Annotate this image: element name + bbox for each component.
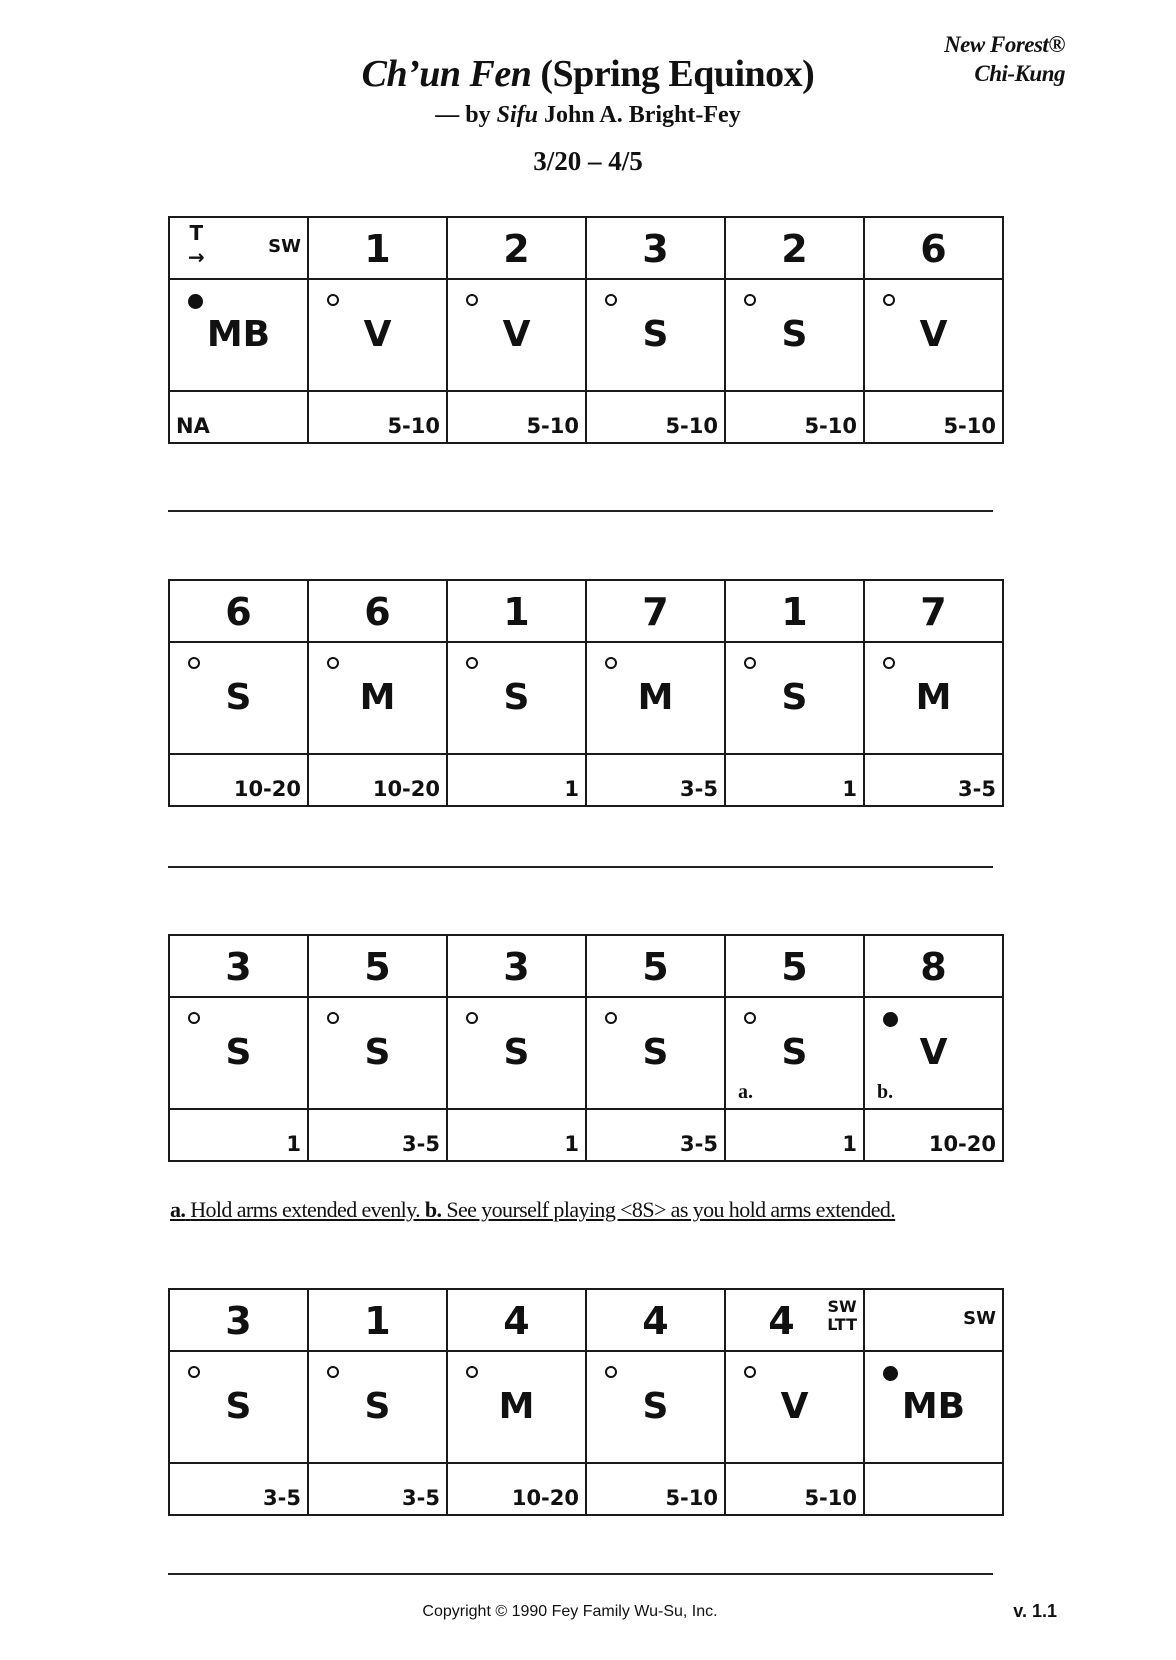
reps-cell — [169, 754, 308, 806]
posture-letter: MB — [901, 1386, 966, 1427]
date-range: 3/20 – 4/5 — [533, 146, 643, 176]
exercise-table — [168, 934, 1004, 1162]
count-cell — [725, 935, 864, 997]
count-number: 3 — [642, 227, 669, 271]
reps-value: 5-10 — [943, 414, 996, 438]
posture-cell — [725, 997, 864, 1109]
reps-value: 5-10 — [665, 1486, 718, 1510]
turn-arrow-icon: T → — [188, 221, 205, 269]
count-number: 5 — [364, 945, 391, 989]
posture-letter: M — [915, 677, 952, 718]
exercise-table — [168, 216, 1004, 444]
posture-cell — [308, 1351, 447, 1463]
reps-value: 5-10 — [665, 414, 718, 438]
reps-cell — [308, 391, 447, 443]
count-cell — [725, 217, 864, 279]
filled-circle-icon — [883, 1012, 898, 1027]
open-circle-icon — [883, 294, 895, 306]
count-number: 5 — [642, 945, 669, 989]
posture-letter: S — [364, 1386, 391, 1427]
posture-cell — [169, 642, 308, 754]
open-circle-icon — [327, 1012, 339, 1024]
reps-value: 1 — [564, 777, 579, 801]
count-number: 3 — [225, 945, 252, 989]
posture-letter: S — [781, 677, 808, 718]
posture-letter: V — [363, 314, 392, 355]
count-cell — [169, 1289, 308, 1351]
reps-cell — [308, 1463, 447, 1515]
posture-letter: S — [781, 314, 808, 355]
open-circle-icon — [605, 1012, 617, 1024]
posture-cell — [169, 997, 308, 1109]
posture-cell — [864, 997, 1003, 1109]
posture-letter: V — [919, 314, 948, 355]
count-cell — [308, 1289, 447, 1351]
posture-cell — [586, 279, 725, 391]
reps-value: 10-20 — [372, 777, 440, 801]
open-circle-icon — [466, 294, 478, 306]
count-cell — [447, 580, 586, 642]
note-b-label: b. — [424, 1197, 442, 1222]
posture-cell — [586, 997, 725, 1109]
sw-label: SW — [268, 236, 301, 257]
reps-cell — [447, 1109, 586, 1161]
filled-circle-icon — [188, 294, 203, 309]
reps-cell — [864, 754, 1003, 806]
open-circle-icon — [744, 294, 756, 306]
posture-letter: S — [503, 1032, 530, 1073]
count-cell — [586, 217, 725, 279]
count-cell — [308, 580, 447, 642]
note-a-text: Hold arms extended evenly. — [190, 1197, 421, 1222]
reps-cell — [447, 754, 586, 806]
sw-ltt-label — [827, 1298, 857, 1334]
sw-label: SW — [963, 1308, 996, 1329]
count-number: 5 — [781, 945, 808, 989]
open-circle-icon — [327, 294, 339, 306]
reps-cell — [725, 754, 864, 806]
count-cell — [447, 935, 586, 997]
posture-cell — [864, 1351, 1003, 1463]
count-cell — [586, 1289, 725, 1351]
reps-cell — [725, 391, 864, 443]
reps-value: 10-20 — [928, 1132, 996, 1156]
brand-line-1: New Forest® — [944, 32, 1065, 57]
open-circle-icon — [605, 1366, 617, 1378]
count-number: 6 — [225, 590, 252, 634]
count-number: 6 — [364, 590, 391, 634]
reps-cell — [586, 391, 725, 443]
count-cell — [864, 580, 1003, 642]
byline — [0, 102, 1176, 129]
posture-letter: S — [225, 677, 252, 718]
reps-cell — [864, 391, 1003, 443]
open-circle-icon — [466, 1012, 478, 1024]
posture-cell — [308, 642, 447, 754]
reps-value: 3-5 — [680, 1132, 718, 1156]
footnote — [170, 1197, 995, 1223]
reps-cell — [447, 391, 586, 443]
reps-cell — [308, 754, 447, 806]
count-number: 2 — [503, 227, 530, 271]
separator-line — [168, 1573, 993, 1575]
exercise-table — [168, 579, 1004, 807]
open-circle-icon — [744, 1012, 756, 1024]
ltt-label: LTT — [827, 1315, 857, 1334]
reps-cell — [586, 754, 725, 806]
count-cell — [308, 935, 447, 997]
posture-cell — [864, 642, 1003, 754]
reps-value: 10-20 — [233, 777, 301, 801]
separator-line — [168, 866, 993, 868]
posture-cell — [308, 279, 447, 391]
reps-value: 3-5 — [402, 1132, 440, 1156]
reps-cell — [586, 1109, 725, 1161]
reps-cell — [308, 1109, 447, 1161]
reps-cell — [169, 1463, 308, 1515]
posture-letter: S — [364, 1032, 391, 1073]
posture-letter: V — [502, 314, 531, 355]
open-circle-icon — [883, 657, 895, 669]
count-number: 1 — [781, 590, 808, 634]
posture-letter: MB — [206, 314, 271, 355]
posture-letter: S — [503, 677, 530, 718]
reps-value: 1 — [564, 1132, 579, 1156]
posture-cell — [725, 1351, 864, 1463]
count-number: 1 — [503, 590, 530, 634]
posture-letter: S — [642, 1386, 669, 1427]
copyright: Copyright © 1990 Fey Family Wu-Su, Inc. — [422, 1603, 718, 1620]
reps-cell — [169, 391, 308, 443]
filled-circle-icon — [883, 1366, 898, 1381]
posture-cell — [447, 997, 586, 1109]
reps-value: 1 — [842, 1132, 857, 1156]
sw-label: SW — [827, 1297, 857, 1316]
reps-value: 5-10 — [804, 414, 857, 438]
posture-cell — [169, 279, 308, 391]
posture-letter: M — [359, 677, 396, 718]
count-number: 4 — [768, 1299, 795, 1343]
count-number: 3 — [225, 1299, 252, 1343]
open-circle-icon — [188, 1012, 200, 1024]
posture-cell — [169, 1351, 308, 1463]
count-cell — [586, 580, 725, 642]
reps-cell — [447, 1463, 586, 1515]
posture-letter: V — [919, 1032, 948, 1073]
posture-letter: S — [642, 314, 669, 355]
open-circle-icon — [605, 294, 617, 306]
reps-value: 3-5 — [263, 1486, 301, 1510]
count-cell — [586, 935, 725, 997]
count-number: 3 — [503, 945, 530, 989]
reps-value: 1 — [842, 777, 857, 801]
title-name: Ch’un Fen — [361, 53, 532, 95]
count-number: 1 — [364, 227, 391, 271]
count-number: 7 — [920, 590, 947, 634]
count-number: 1 — [364, 1299, 391, 1343]
open-circle-icon — [466, 1366, 478, 1378]
posture-letter: V — [780, 1386, 809, 1427]
posture-letter: S — [781, 1032, 808, 1073]
byline-prefix: — by — [435, 102, 491, 128]
posture-cell — [586, 1351, 725, 1463]
open-circle-icon — [327, 657, 339, 669]
reps-value: 3-5 — [680, 777, 718, 801]
count-cell — [864, 935, 1003, 997]
reps-value: 10-20 — [511, 1486, 579, 1510]
open-circle-icon — [605, 657, 617, 669]
posture-cell — [725, 642, 864, 754]
count-number: 7 — [642, 590, 669, 634]
count-cell — [169, 580, 308, 642]
reps-value: 1 — [286, 1132, 301, 1156]
reps-cell — [169, 1109, 308, 1161]
posture-letter: M — [498, 1386, 535, 1427]
count-cell — [447, 1289, 586, 1351]
count-number: 4 — [503, 1299, 530, 1343]
exercise-table — [168, 1288, 1004, 1516]
posture-cell — [725, 279, 864, 391]
count-cell — [864, 1289, 1003, 1351]
reps-value: 5-10 — [526, 414, 579, 438]
posture-cell — [447, 642, 586, 754]
count-cell — [169, 935, 308, 997]
reps-cell — [725, 1109, 864, 1161]
reps-value: 3-5 — [958, 777, 996, 801]
count-cell — [725, 580, 864, 642]
byline-author: John A. Bright-Fey — [544, 102, 741, 128]
brand-line-2: Chi-Kung — [974, 61, 1065, 86]
posture-cell — [586, 642, 725, 754]
reps-cell — [725, 1463, 864, 1515]
version-label: v. 1.1 — [1013, 1601, 1057, 1621]
count-number: 2 — [781, 227, 808, 271]
separator-line — [168, 510, 993, 512]
posture-cell — [308, 997, 447, 1109]
count-number: 8 — [920, 945, 947, 989]
title-subtitle: (Spring Equinox) — [540, 53, 815, 95]
byline-title: Sifu — [496, 102, 539, 128]
page-title — [0, 52, 1176, 96]
reps-cell — [586, 1463, 725, 1515]
note-marker: a. — [738, 1081, 753, 1103]
note-b-text: See yourself playing <8S> as you hold arms extended. — [446, 1197, 896, 1222]
reps-cell — [864, 1109, 1003, 1161]
posture-cell — [447, 279, 586, 391]
reps-value: 5-10 — [804, 1486, 857, 1510]
posture-cell — [864, 279, 1003, 391]
count-cell — [725, 1289, 864, 1351]
count-cell — [308, 217, 447, 279]
count-number: 6 — [920, 227, 947, 271]
posture-cell — [447, 1351, 586, 1463]
open-circle-icon — [188, 1366, 200, 1378]
open-circle-icon — [466, 657, 478, 669]
note-a-label: a. — [170, 1197, 186, 1222]
reps-value: 3-5 — [402, 1486, 440, 1510]
count-cell — [447, 217, 586, 279]
open-circle-icon — [744, 1366, 756, 1378]
open-circle-icon — [744, 657, 756, 669]
open-circle-icon — [188, 657, 200, 669]
open-circle-icon — [327, 1366, 339, 1378]
posture-letter: M — [637, 677, 674, 718]
posture-letter: S — [225, 1032, 252, 1073]
count-cell — [169, 217, 308, 279]
reps-value: NA — [176, 414, 210, 438]
posture-letter: S — [642, 1032, 669, 1073]
posture-letter: S — [225, 1386, 252, 1427]
reps-value: 5-10 — [387, 414, 440, 438]
count-cell — [864, 217, 1003, 279]
note-marker: b. — [877, 1081, 894, 1103]
reps-cell — [864, 1463, 1003, 1515]
count-number: 4 — [642, 1299, 669, 1343]
